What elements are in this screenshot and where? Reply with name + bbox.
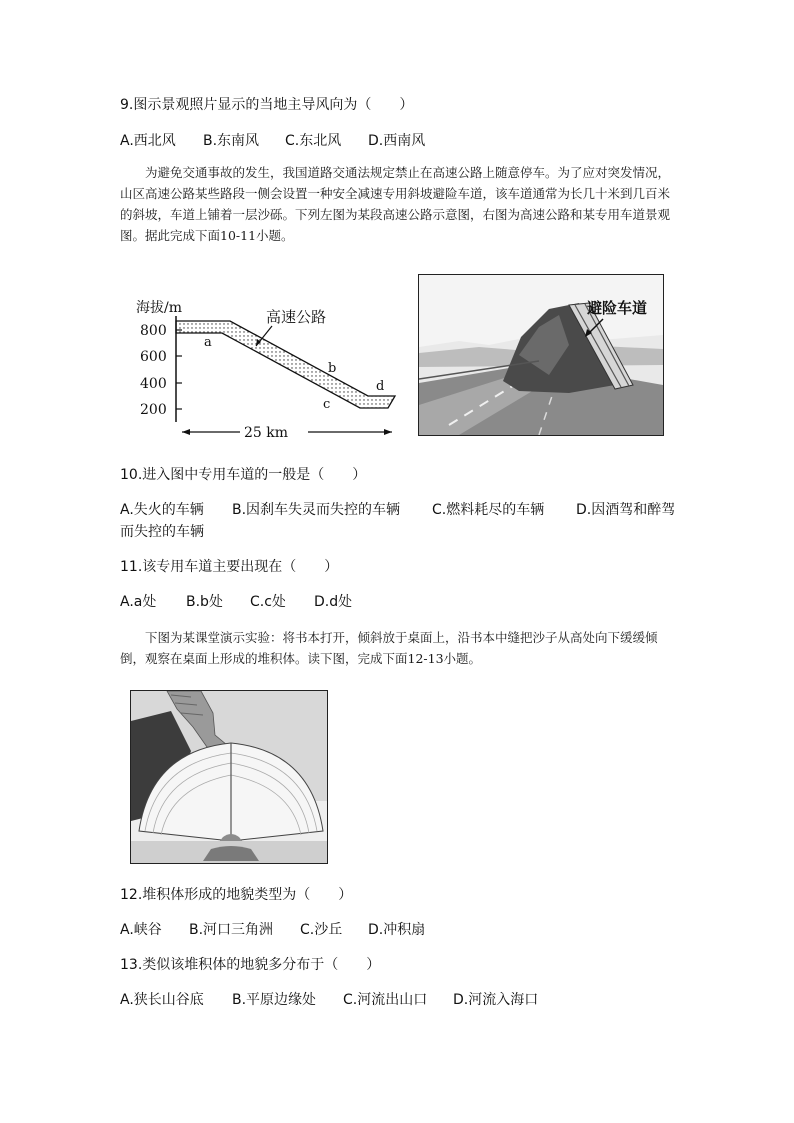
distance-arrow-left: [182, 429, 190, 435]
question-9-option-d: D.西南风: [368, 133, 426, 149]
question-10-option-a: A.失火的车辆: [120, 502, 204, 518]
question-11-option-c: C.c处: [250, 594, 286, 610]
question-10-stem: 10.进入图中专用车道的一般是（ ）: [120, 467, 367, 483]
sand-book-photo: [130, 690, 328, 864]
question-13-option-d: D.河流入海口: [453, 992, 539, 1008]
point-a-label: a: [204, 335, 212, 350]
escape-lane-label: 避险车道: [587, 299, 648, 317]
diagram-ylabel: 海拔/m: [136, 300, 182, 316]
question-13-option-a: A.狭长山谷底: [120, 992, 204, 1008]
question-13-option-c: C.河流出山口: [343, 992, 428, 1008]
ytick-800: 800: [140, 323, 167, 339]
ytick-600: 600: [140, 349, 167, 365]
question-12-option-d: D.冲积扇: [368, 922, 426, 938]
question-12-stem: 12.堆积体形成的地貌类型为（ ）: [120, 887, 353, 903]
question-12-option-a: A.峡谷: [120, 922, 162, 938]
question-10-option-d: D.因酒驾和醉驾: [576, 502, 676, 518]
passage-highway-text: 为避免交通事故的发生，我国道路交通法规定禁止在高速公路上随意停车。为了应对突发情况，山区高速公路某些路段一侧会设置一种安全减速专用斜坡避险车道，该车道通常为长几十米到几百米的斜坡，车道上铺着一层沙砾。下列左图为某段高速公路示意图，右图为高速公路和某专用车道景观图。据此完成下面10-11小题。: [120, 165, 671, 243]
point-d-label: d: [376, 379, 385, 394]
highway-profile-diagram: [130, 290, 402, 440]
ytick-200: 200: [140, 402, 167, 418]
question-10-option-d-continued: 而失控的车辆: [120, 524, 204, 540]
question-11-option-b: B.b处: [186, 594, 223, 610]
question-11-stem: 11.该专用车道主要出现在（ ）: [120, 559, 339, 575]
question-9-option-c: C.东北风: [285, 133, 342, 149]
escape-lane-photo-image: [419, 275, 663, 435]
question-13-option-b: B.平原边缘处: [232, 992, 317, 1008]
question-9-stem: 9.图示景观照片显示的当地主导风向为（ ）: [120, 97, 414, 113]
road-label: 高速公路: [266, 308, 327, 326]
point-b-label: b: [328, 361, 337, 376]
question-11-option-d: D.d处: [314, 594, 353, 610]
point-c-label: c: [323, 397, 331, 412]
distance-label: 25 km: [244, 425, 289, 440]
question-11-option-a: A.a处: [120, 594, 157, 610]
distance-arrow-right: [384, 429, 392, 435]
ytick-400: 400: [140, 376, 167, 392]
question-10-option-b: B.因刹车失灵而失控的车辆: [232, 502, 401, 518]
question-12-option-b: B.河口三角洲: [189, 922, 274, 938]
question-9-option-a: A.西北风: [120, 133, 176, 149]
passage-highway: [120, 162, 676, 246]
sand-book-photo-image: [131, 691, 327, 863]
question-10-option-c: C.燃料耗尽的车辆: [432, 502, 545, 518]
passage-sand-experiment-text: 下图为某课堂演示实验：将书本打开，倾斜放于桌面上，沿书本中缝把沙子从高处向下缓缓倾倒，观察在桌面上形成的堆积体。读下图，完成下面12-13小题。: [120, 630, 658, 666]
question-9-option-b: B.东南风: [203, 133, 260, 149]
escape-lane-photo: [418, 274, 664, 436]
question-12-option-c: C.沙丘: [300, 922, 343, 938]
question-13-stem: 13.类似该堆积体的地貌多分布于（ ）: [120, 957, 381, 973]
passage-sand-experiment: [120, 627, 676, 669]
